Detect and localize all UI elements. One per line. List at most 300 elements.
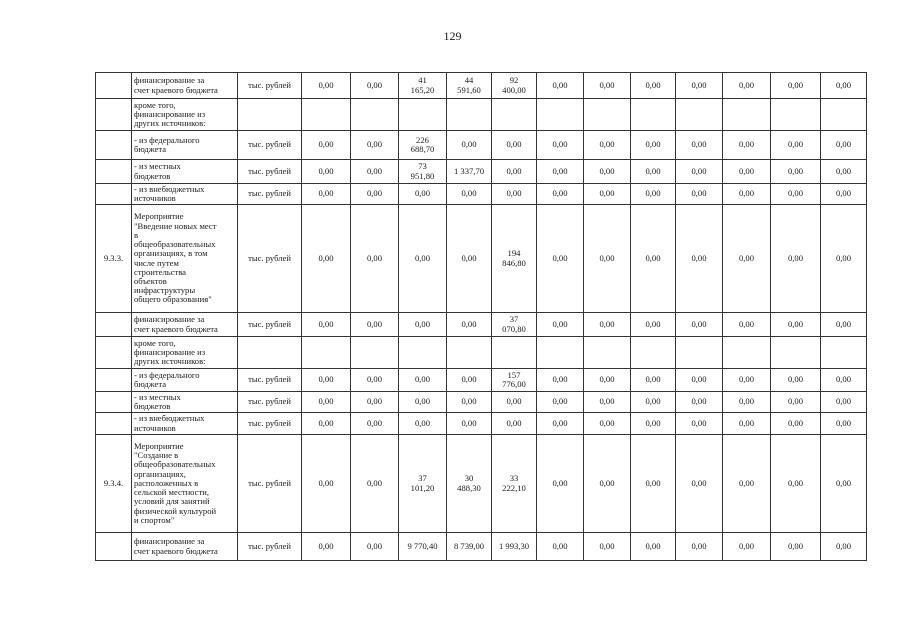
table-row (96, 369, 867, 392)
value-cell (399, 205, 447, 313)
value: 0,00 (738, 165, 755, 176)
value-cell (399, 435, 447, 533)
value-cell (399, 337, 447, 369)
budget-table (95, 72, 867, 561)
value: 0,00 (461, 374, 477, 385)
value: 0,00 (645, 188, 661, 199)
row-code-cell (96, 413, 132, 435)
value: 0,00 (318, 139, 334, 150)
value: 0,00 (787, 417, 804, 428)
value: 0,00 (738, 417, 755, 428)
value-cell (302, 73, 351, 99)
value: 44 591,60 (457, 75, 481, 95)
value-cell (537, 337, 584, 369)
value: 194 846,80 (502, 248, 526, 268)
value-cell (631, 435, 676, 533)
table-row (96, 184, 867, 205)
row-code-cell (96, 533, 132, 561)
value-cell (676, 337, 723, 369)
value: 0,00 (787, 139, 804, 150)
value: 9 770,40 (407, 540, 438, 551)
value: 0,00 (552, 318, 568, 329)
value-cell (351, 184, 399, 205)
value-cell (723, 160, 771, 184)
row-description: финансирование за счет краевого бюджета (134, 75, 218, 95)
value: 0,00 (366, 139, 383, 150)
value: 0,00 (645, 417, 661, 428)
row-code-cell (96, 205, 132, 313)
table-row (96, 337, 867, 369)
value-cell (631, 205, 676, 313)
value: 0,00 (506, 417, 522, 428)
value: 73 951,80 (410, 161, 435, 181)
row-description: - из внебюджетных источников (134, 413, 205, 433)
value-cell (447, 435, 492, 533)
value: 0,00 (318, 417, 334, 428)
value: 226 688,70 (410, 134, 435, 154)
value: 0,00 (366, 540, 383, 551)
table-row (96, 205, 867, 313)
value-cell (447, 533, 492, 561)
table-row (96, 131, 867, 160)
value: 0,00 (552, 417, 568, 428)
row-unit: тыс. рублей (248, 165, 291, 176)
value: 0,00 (318, 165, 334, 176)
row-description: - из местных бюджетов (134, 391, 181, 411)
value-cell (723, 73, 771, 99)
value-cell (537, 413, 584, 435)
row-unit: тыс. рублей (248, 139, 291, 150)
value-cell (676, 413, 723, 435)
value: 8 739,00 (453, 540, 485, 551)
value: 0,00 (366, 396, 383, 407)
value: 0,00 (599, 252, 615, 263)
value: 0,00 (835, 396, 852, 407)
table-row (96, 73, 867, 99)
value-cell (821, 184, 867, 205)
table-row (96, 313, 867, 337)
value-cell (492, 205, 537, 313)
value: 0,00 (835, 417, 852, 428)
value-cell (537, 533, 584, 561)
value: 0,00 (691, 477, 707, 488)
value: 0,00 (552, 79, 568, 90)
table-row (96, 392, 867, 413)
value-cell (351, 160, 399, 184)
row-unit: тыс. рублей (248, 252, 291, 263)
value: 0,00 (835, 188, 852, 199)
value-cell (351, 73, 399, 99)
value: 0,00 (738, 252, 755, 263)
value: 0,00 (552, 252, 568, 263)
value: 0,00 (599, 540, 615, 551)
value-cell (537, 369, 584, 392)
value: 0,00 (599, 318, 615, 329)
value: 37 101,20 (410, 473, 435, 493)
value: 0,00 (599, 79, 615, 90)
value-cell (821, 413, 867, 435)
value-cell (631, 184, 676, 205)
value-cell (771, 99, 821, 131)
row-description-cell (132, 369, 238, 392)
value: 0,00 (645, 477, 661, 488)
value-cell (821, 369, 867, 392)
row-unit-cell (238, 435, 302, 533)
value-cell (676, 369, 723, 392)
row-unit: тыс. рублей (248, 374, 291, 385)
value-cell (584, 337, 631, 369)
value: 0,00 (645, 374, 661, 385)
value: 0,00 (645, 252, 661, 263)
value: 0,00 (787, 540, 804, 551)
value-cell (351, 435, 399, 533)
value-cell (399, 392, 447, 413)
value-cell (399, 369, 447, 392)
row-code-cell (96, 73, 132, 99)
value-cell (821, 160, 867, 184)
value-cell (302, 313, 351, 337)
row-description-cell (132, 413, 238, 435)
value: 0,00 (691, 417, 707, 428)
row-unit-cell (238, 99, 302, 131)
value: 0,00 (599, 188, 615, 199)
value-cell (771, 313, 821, 337)
row-description-cell (132, 131, 238, 160)
value-cell (676, 313, 723, 337)
value: 0,00 (461, 396, 477, 407)
value-cell (447, 184, 492, 205)
value-cell (584, 73, 631, 99)
value: 0,00 (787, 165, 804, 176)
value-cell (676, 392, 723, 413)
value-cell (771, 205, 821, 313)
value-cell (399, 313, 447, 337)
value-cell (676, 131, 723, 160)
value-cell (676, 99, 723, 131)
value-cell (492, 160, 537, 184)
value-cell (771, 369, 821, 392)
value: 1 993,30 (498, 540, 530, 551)
value-cell (447, 313, 492, 337)
value-cell (537, 160, 584, 184)
value-cell (537, 313, 584, 337)
value: 0,00 (366, 477, 383, 488)
value: 0,00 (461, 252, 477, 263)
value-cell (537, 184, 584, 205)
value-cell (492, 435, 537, 533)
value-cell (351, 205, 399, 313)
value: 0,00 (645, 540, 661, 551)
row-description: - из местных бюджетов (134, 161, 181, 181)
value-cell (723, 99, 771, 131)
value: 0,00 (787, 318, 804, 329)
row-description-cell (132, 435, 238, 533)
value-cell (676, 435, 723, 533)
value-cell (631, 413, 676, 435)
value: 0,00 (366, 252, 383, 263)
value: 0,00 (691, 318, 707, 329)
value: 0,00 (461, 139, 477, 150)
value: 0,00 (787, 477, 804, 488)
value-cell (492, 184, 537, 205)
value: 0,00 (691, 79, 707, 90)
value: 0,00 (366, 318, 383, 329)
value-cell (771, 435, 821, 533)
value: 0,00 (414, 374, 431, 385)
value-cell (302, 533, 351, 561)
value: 0,00 (599, 417, 615, 428)
value-cell (302, 369, 351, 392)
value: 0,00 (414, 417, 431, 428)
value: 0,00 (645, 396, 661, 407)
row-description: Мероприятие "Создание в общеобразовательных организациях, расположенных в сельской местности, условий для занятий физической культурой и спортом" (134, 441, 217, 525)
value-cell (447, 99, 492, 131)
value: 0,00 (835, 477, 852, 488)
row-code-cell (96, 313, 132, 337)
value-cell (584, 184, 631, 205)
value: 0,00 (318, 374, 334, 385)
value: 0,00 (366, 417, 383, 428)
value-cell (771, 184, 821, 205)
value-cell (492, 73, 537, 99)
value: 0,00 (835, 374, 852, 385)
value: 0,00 (318, 188, 334, 199)
value-cell (351, 392, 399, 413)
value-cell (302, 413, 351, 435)
table-row (96, 435, 867, 533)
value: 0,00 (835, 252, 852, 263)
value-cell (723, 435, 771, 533)
value-cell (821, 392, 867, 413)
row-unit-cell (238, 413, 302, 435)
row-description: - из федерального бюджета (134, 134, 200, 154)
row-code-cell (96, 435, 132, 533)
value: 0,00 (318, 79, 334, 90)
value-cell (723, 313, 771, 337)
value-cell (302, 337, 351, 369)
value: 0,00 (787, 374, 804, 385)
value-cell (676, 205, 723, 313)
value-cell (584, 205, 631, 313)
row-description-cell (132, 73, 238, 99)
value-cell (584, 435, 631, 533)
value: 0,00 (645, 165, 661, 176)
value-cell (302, 392, 351, 413)
value-cell (771, 413, 821, 435)
value: 0,00 (691, 396, 707, 407)
row-unit: тыс. рублей (248, 396, 291, 407)
value-cell (492, 131, 537, 160)
value: 0,00 (318, 540, 334, 551)
row-code-cell (96, 392, 132, 413)
value-cell (399, 413, 447, 435)
value-cell (447, 160, 492, 184)
value: 0,00 (461, 188, 477, 199)
value: 0,00 (599, 374, 615, 385)
row-unit: тыс. рублей (248, 477, 291, 488)
value: 0,00 (461, 417, 477, 428)
row-description-cell (132, 205, 238, 313)
value: 41 165,20 (410, 75, 435, 95)
value: 0,00 (461, 318, 477, 329)
row-unit-cell (238, 205, 302, 313)
row-code-cell (96, 99, 132, 131)
value-cell (447, 369, 492, 392)
value: 92 400,00 (502, 75, 526, 95)
value: 0,00 (552, 396, 568, 407)
value-cell (584, 413, 631, 435)
value-cell (771, 533, 821, 561)
value-cell (631, 131, 676, 160)
row-description: - из федерального бюджета (134, 369, 200, 389)
value: 33 222,10 (502, 473, 526, 493)
value-cell (492, 413, 537, 435)
value-cell (399, 184, 447, 205)
value-cell (351, 313, 399, 337)
value-cell (771, 131, 821, 160)
value-cell (399, 160, 447, 184)
value-cell (447, 413, 492, 435)
value: 0,00 (318, 252, 334, 263)
value: 0,00 (787, 188, 804, 199)
value-cell (821, 435, 867, 533)
value: 0,00 (552, 374, 568, 385)
value: 0,00 (414, 318, 431, 329)
value-cell (723, 337, 771, 369)
value-cell (723, 131, 771, 160)
value: 0,00 (787, 252, 804, 263)
row-description-cell (132, 184, 238, 205)
value-cell (676, 533, 723, 561)
value-cell (723, 533, 771, 561)
value-cell (821, 533, 867, 561)
value-cell (723, 369, 771, 392)
value-cell (821, 131, 867, 160)
value-cell (584, 533, 631, 561)
value-cell (584, 160, 631, 184)
value-cell (537, 435, 584, 533)
value-cell (492, 392, 537, 413)
value-cell (492, 99, 537, 131)
value: 0,00 (835, 139, 852, 150)
row-description-cell (132, 337, 238, 369)
value-cell (821, 205, 867, 313)
value: 0,00 (552, 165, 568, 176)
value-cell (302, 160, 351, 184)
value-cell (676, 73, 723, 99)
value: 0,00 (738, 318, 755, 329)
value-cell (447, 392, 492, 413)
value-cell (584, 369, 631, 392)
value-cell (584, 99, 631, 131)
value: 37 070,80 (502, 314, 526, 334)
value-cell (447, 205, 492, 313)
value: 0,00 (552, 188, 568, 199)
row-unit-cell (238, 73, 302, 99)
value: 0,00 (414, 252, 431, 263)
value-cell (492, 337, 537, 369)
row-unit-cell (238, 392, 302, 413)
row-code: 9.3.3. (103, 252, 124, 263)
row-description: финансирование за счет краевого бюджета (134, 314, 218, 334)
value-cell (492, 533, 537, 561)
value-cell (676, 184, 723, 205)
value: 0,00 (738, 374, 755, 385)
value-cell (821, 99, 867, 131)
value-cell (492, 313, 537, 337)
value: 0,00 (366, 374, 383, 385)
value-cell (399, 131, 447, 160)
value: 0,00 (691, 139, 707, 150)
row-code: 9.3.4. (103, 477, 124, 488)
row-unit: тыс. рублей (248, 318, 291, 329)
value-cell (771, 160, 821, 184)
value-cell (723, 205, 771, 313)
value-cell (771, 337, 821, 369)
value-cell (537, 392, 584, 413)
value: 0,00 (738, 396, 755, 407)
value-cell (302, 435, 351, 533)
row-unit: тыс. рублей (248, 79, 291, 90)
value: 0,00 (645, 79, 661, 90)
value: 0,00 (787, 79, 804, 90)
value: 0,00 (506, 188, 522, 199)
row-description: Мероприятие "Введение новых мест в общеобразовательных организациях, в том числе путем строительства объектов инфраструктуры общего образования" (134, 211, 217, 305)
value-cell (351, 131, 399, 160)
value: 0,00 (835, 318, 852, 329)
value-cell (723, 413, 771, 435)
value-cell (447, 73, 492, 99)
value-cell (631, 160, 676, 184)
table-row (96, 533, 867, 561)
value: 0,00 (738, 477, 755, 488)
value-cell (302, 184, 351, 205)
row-description: кроме того, финансирование из других источников: (134, 337, 206, 367)
value-cell (676, 160, 723, 184)
row-description-cell (132, 392, 238, 413)
value: 0,00 (506, 139, 522, 150)
value-cell (302, 99, 351, 131)
value-cell (302, 131, 351, 160)
value-cell (821, 337, 867, 369)
value-cell (537, 205, 584, 313)
value: 30 488,30 (457, 473, 481, 493)
value: 0,00 (691, 374, 707, 385)
value-cell (584, 313, 631, 337)
value: 0,00 (599, 477, 615, 488)
value-cell (821, 313, 867, 337)
value-cell (631, 392, 676, 413)
value-cell (537, 99, 584, 131)
value: 0,00 (691, 252, 707, 263)
row-code-cell (96, 184, 132, 205)
value-cell (723, 184, 771, 205)
value: 0,00 (738, 540, 755, 551)
value-cell (537, 73, 584, 99)
value: 0,00 (366, 79, 383, 90)
value-cell (584, 131, 631, 160)
row-description-cell (132, 99, 238, 131)
row-unit-cell (238, 184, 302, 205)
page-number: 129 (443, 29, 462, 43)
value-cell (399, 99, 447, 131)
value: 0,00 (366, 165, 383, 176)
row-unit-cell (238, 533, 302, 561)
row-unit-cell (238, 131, 302, 160)
value: 0,00 (645, 318, 661, 329)
value: 157 776,00 (502, 369, 526, 389)
value-cell (723, 392, 771, 413)
